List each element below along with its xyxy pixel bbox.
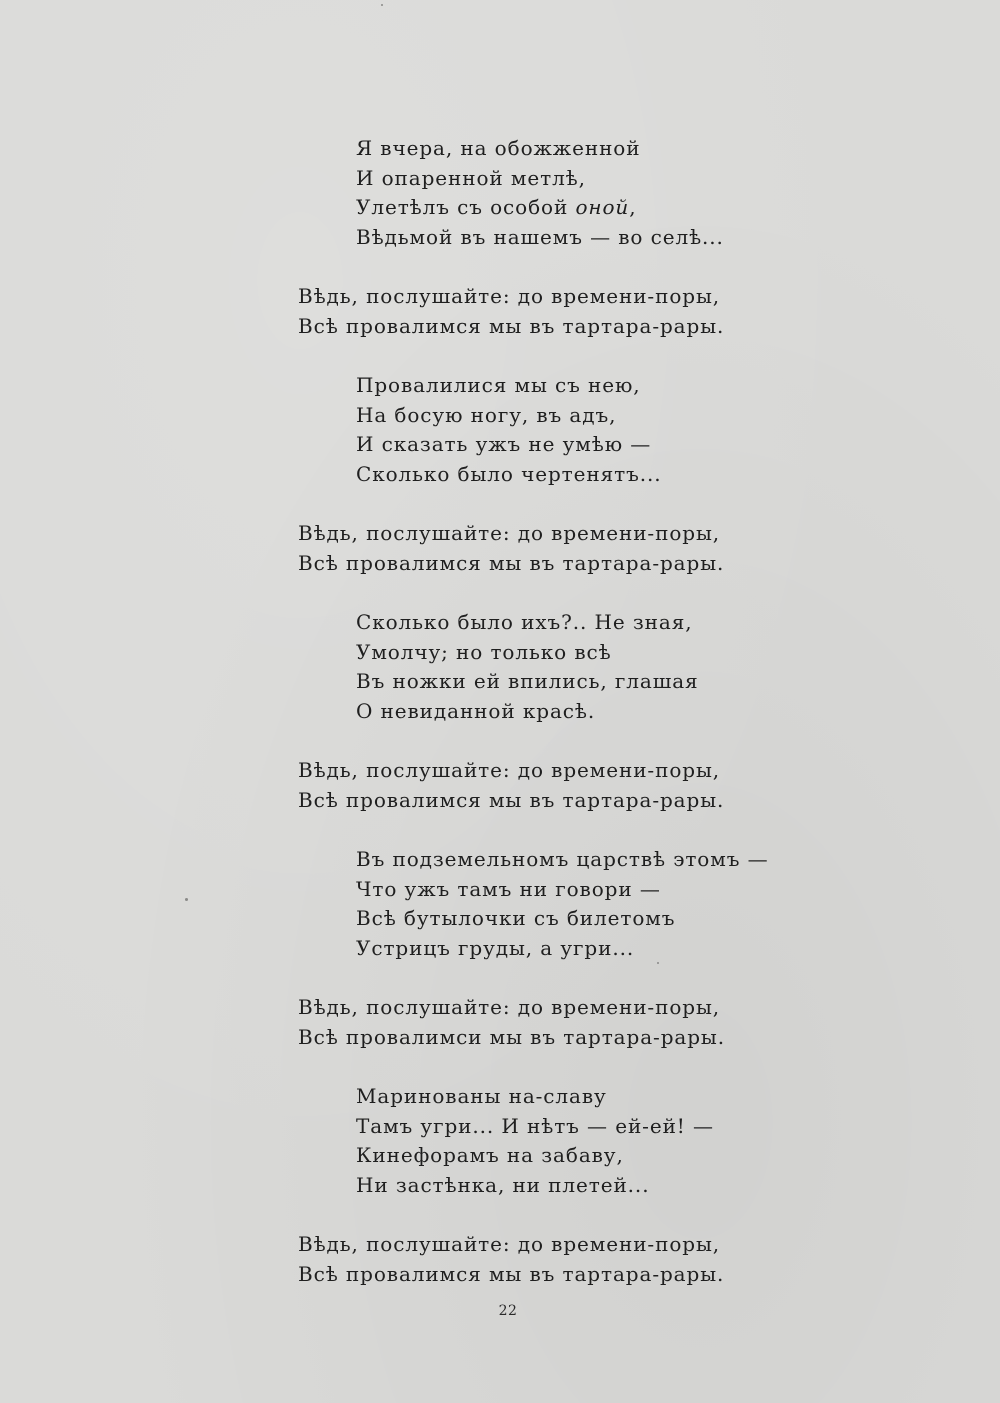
verse-line: Улетѣлъ съ особой оной,: [356, 195, 637, 219]
refrain-line: Всѣ провалимси мы въ тартара-рары.: [298, 1024, 725, 1049]
stanza-5-refrain: [298, 1230, 818, 1289]
verse-line: Сколько было чертенятъ...: [356, 461, 662, 486]
verse-line: Я вчера, на обожженной: [356, 136, 641, 160]
verse-line: На босую ногу, въ адъ,: [356, 402, 617, 427]
paper-speck: [657, 962, 659, 964]
poem: [298, 134, 818, 1289]
verse-line: И сказать ужъ не умѣю —: [356, 432, 652, 456]
stanza-4-verse: [298, 845, 818, 963]
stanza-3-refrain: [298, 756, 818, 815]
refrain-line: Всѣ провалимся мы въ тартара-рары.: [298, 313, 725, 338]
stanza-1-verse: [298, 134, 818, 252]
verse-line: И опаренной метлѣ,: [356, 165, 586, 190]
verse-line: Провалилися мы съ нею,: [356, 373, 641, 397]
paper-speck: [185, 898, 188, 901]
refrain-line: Вѣдь, послушайте: до времени-поры,: [298, 758, 721, 782]
refrain-line: Всѣ провалимся мы въ тартара-рары.: [298, 787, 725, 812]
stanza-4-refrain: [298, 993, 818, 1052]
refrain-line: Всѣ провалимся мы въ тартара-рары.: [298, 550, 725, 575]
verse-line: Кинефорамъ на забаву,: [356, 1143, 624, 1167]
paper-speck: [381, 4, 383, 6]
stanza-5-verse: [298, 1082, 818, 1200]
verse-line: Устрицъ груды, а угри...: [356, 935, 635, 960]
refrain-line: Вѣдь, послушайте: до времени-поры,: [298, 1232, 721, 1256]
refrain-line: Всѣ провалимся мы въ тартара-рары.: [298, 1261, 725, 1286]
verse-line: Въ подземельномъ царствѣ этомъ —: [356, 847, 769, 871]
verse-line: Сколько было ихъ?.. Не зная,: [356, 610, 693, 634]
verse-line: О невиданной красѣ.: [356, 698, 596, 723]
refrain-line: Вѣдь, послушайте: до времени-поры,: [298, 521, 721, 545]
page-number: 22: [498, 1303, 518, 1319]
verse-line: Тамъ угри... И нѣтъ — ей-ей! —: [356, 1113, 714, 1138]
verse-line: Умолчу; но только всѣ: [356, 639, 612, 664]
verse-line: Что ужъ тамъ ни говори —: [356, 876, 661, 901]
verse-line: Всѣ бутылочки съ билетомъ: [356, 906, 676, 930]
verse-line: Въ ножки ей впились, глашая: [356, 669, 699, 693]
refrain-line: Вѣдь, послушайте: до времени-поры,: [298, 995, 721, 1019]
stanza-2-verse: [298, 371, 818, 489]
verse-line: Ни застѣнка, ни плетей...: [356, 1172, 650, 1197]
verse-line: Маринованы на-славу: [356, 1084, 607, 1108]
verse-line: Вѣдьмой въ нашемъ — во селѣ...: [356, 224, 724, 249]
stanza-2-refrain: [298, 519, 818, 578]
stanza-1-refrain: [298, 282, 818, 341]
emphasis-word: оной: [575, 195, 630, 219]
refrain-line: Вѣдь, послушайте: до времени-поры,: [298, 284, 721, 308]
stanza-3-verse: [298, 608, 818, 726]
